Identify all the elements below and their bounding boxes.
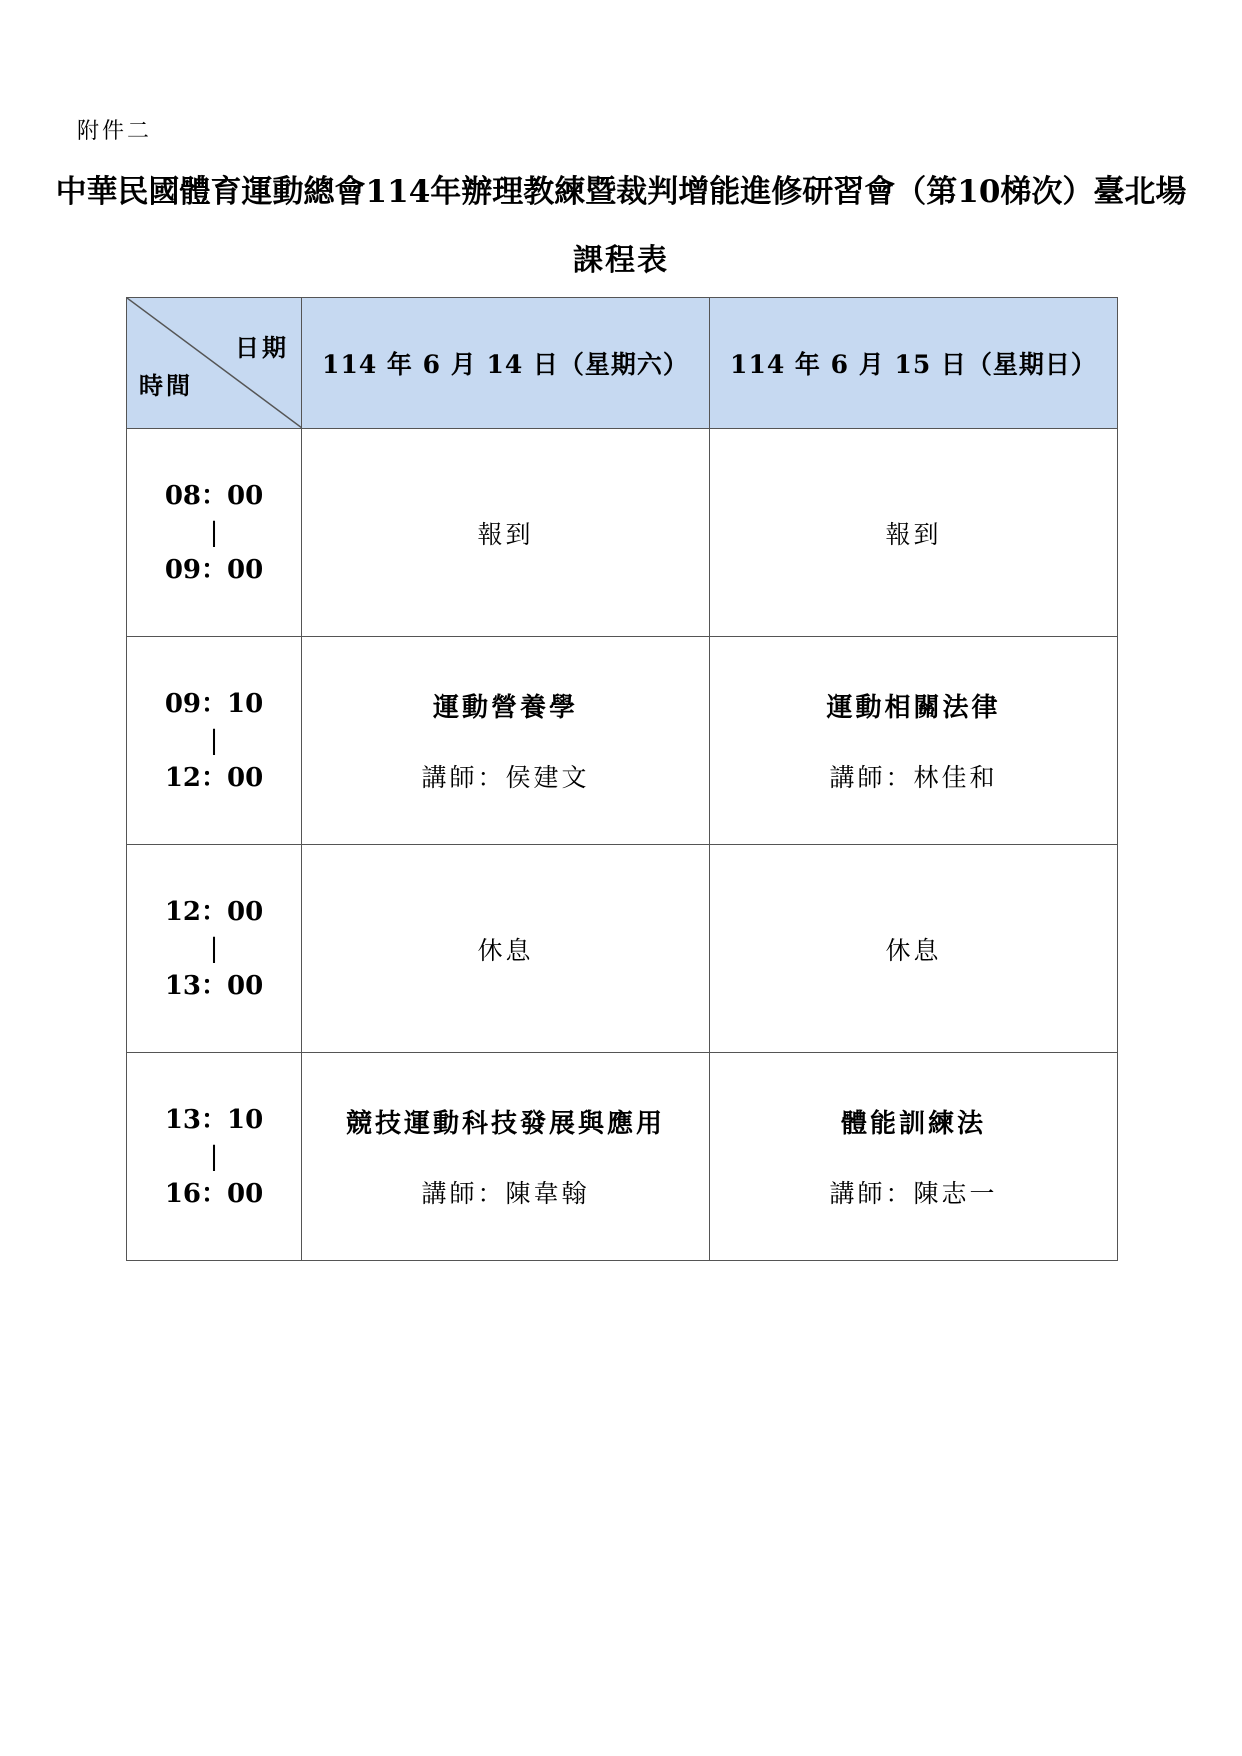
time-cell — [127, 1053, 302, 1261]
table-row — [127, 637, 1118, 845]
course-title: 運動相關法律 — [826, 693, 1001, 723]
course-title: 體能訓練法 — [840, 1109, 986, 1139]
time-separator: | — [209, 517, 219, 548]
schedule-cell — [302, 845, 710, 1053]
schedule-cell — [710, 845, 1118, 1053]
table-row — [127, 845, 1118, 1053]
lecturer-name: 講師：林佳和 — [829, 763, 998, 792]
schedule-table — [126, 297, 1118, 1261]
activity-text: 報到 — [885, 519, 942, 549]
table-row — [127, 429, 1118, 637]
time-separator: | — [209, 933, 219, 964]
activity-text: 休息 — [885, 935, 942, 965]
corner-header-cell — [127, 298, 302, 429]
end-time: 09：00 — [164, 554, 264, 585]
start-time: 12：00 — [164, 896, 264, 927]
time-cell — [127, 637, 302, 845]
start-time: 09：10 — [164, 688, 264, 719]
diagonal-divider — [127, 298, 302, 428]
table-row — [127, 1053, 1118, 1261]
time-separator: | — [209, 725, 219, 756]
column-header-day2: 114 年 6 月 15 日（星期日） — [710, 298, 1118, 429]
start-time: 08：00 — [164, 480, 264, 511]
course-title: 競技運動科技發展與應用 — [345, 1109, 665, 1139]
column-header-day1: 114 年 6 月 14 日（星期六） — [302, 298, 710, 429]
time-cell — [127, 429, 302, 637]
end-time: 13：00 — [164, 970, 264, 1001]
attachment-label: 附件二 — [77, 119, 153, 144]
schedule-cell — [710, 429, 1118, 637]
table-header-row — [127, 298, 1118, 429]
date-axis-label: 日期 — [235, 333, 289, 362]
lecturer-name: 講師：陳志一 — [829, 1179, 998, 1208]
time-axis-label: 時間 — [139, 371, 193, 400]
activity-text: 報到 — [477, 519, 534, 549]
time-separator: | — [209, 1141, 219, 1172]
schedule-cell — [302, 637, 710, 845]
lecturer-name: 講師：侯建文 — [421, 763, 590, 792]
time-cell — [127, 845, 302, 1053]
schedule-cell — [302, 1053, 710, 1261]
schedule-cell — [710, 637, 1118, 845]
document-subtitle: 課程表 — [573, 243, 669, 278]
schedule-cell — [302, 429, 710, 637]
lecturer-name: 講師：陳韋翰 — [421, 1179, 590, 1208]
schedule-cell — [710, 1053, 1118, 1261]
document-title: 中華民國體育運動總會114年辦理教練暨裁判增能進修研習會（第10梯次）臺北場 — [55, 174, 1187, 210]
end-time: 12：00 — [164, 762, 264, 793]
course-title: 運動營養學 — [432, 693, 578, 723]
end-time: 16：00 — [164, 1178, 264, 1209]
start-time: 13：10 — [164, 1104, 264, 1135]
activity-text: 休息 — [477, 935, 534, 965]
